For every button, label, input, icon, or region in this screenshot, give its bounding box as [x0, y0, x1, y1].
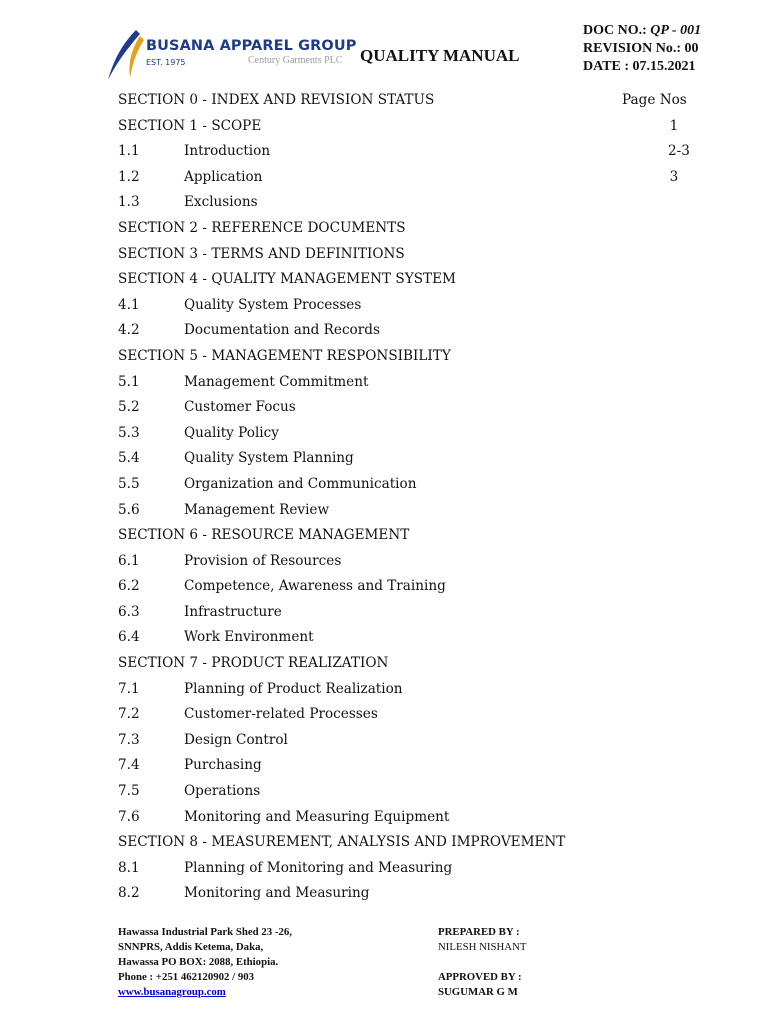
toc-item-number: 8.1 — [118, 859, 140, 876]
toc-section-label: SECTION 8 - MEASUREMENT, ANALYSIS AND IMPROVEMENT — [118, 834, 566, 851]
toc-item-number: 1.3 — [118, 194, 140, 211]
toc-item-number: 7.1 — [118, 680, 140, 697]
toc-item-row — [118, 805, 718, 831]
toc-item-number: 6.4 — [118, 629, 140, 646]
toc-item-title: Quality System Planning — [184, 450, 354, 467]
address-line: SNNPRS, Addis Ketema, Daka, — [118, 941, 264, 953]
toc-item-title: Introduction — [184, 143, 271, 160]
company-address — [118, 925, 292, 1000]
toc-section-row — [118, 242, 718, 268]
toc-page-number: 1 — [669, 117, 679, 134]
toc-item-row — [118, 753, 718, 779]
toc-item-row — [118, 446, 718, 472]
toc-item-title: Monitoring and Measuring Equipment — [184, 808, 450, 825]
toc-item-title: Monitoring and Measuring — [184, 885, 370, 902]
prepared-by-name: NILESH NISHANT — [438, 941, 527, 953]
toc-section-label: SECTION 1 - SCOPE — [118, 117, 262, 134]
toc-item-row — [118, 728, 718, 754]
toc-item-title: Infrastructure — [184, 603, 282, 620]
table-of-contents — [118, 88, 718, 907]
toc-item-title: Quality Policy — [184, 424, 279, 441]
toc-item-number: 5.5 — [118, 475, 140, 492]
toc-item-number: 5.1 — [118, 373, 140, 390]
toc-section-label: SECTION 7 - PRODUCT REALIZATION — [118, 655, 389, 672]
toc-item-title: Provision of Resources — [184, 552, 342, 569]
toc-section-label: SECTION 6 - RESOURCE MANAGEMENT — [118, 527, 410, 544]
toc-item-title: Competence, Awareness and Training — [184, 578, 446, 595]
toc-item-title: Customer Focus — [184, 399, 296, 416]
toc-section-label: SECTION 2 - REFERENCE DOCUMENTS — [118, 219, 406, 236]
toc-page-number: 2-3 — [668, 143, 690, 160]
toc-item-row — [118, 190, 718, 216]
toc-section-row — [118, 344, 718, 370]
toc-item-number: 7.2 — [118, 706, 140, 723]
toc-item-title: Purchasing — [184, 757, 262, 774]
approval-block — [438, 925, 526, 1000]
toc-item-row — [118, 421, 718, 447]
logo-established: EST. 1975 — [146, 58, 186, 67]
toc-item-row — [118, 498, 718, 524]
toc-section-row — [118, 216, 718, 242]
toc-item-number: 7.6 — [118, 808, 140, 825]
document-date: DATE : 07.15.2021 — [583, 59, 696, 74]
toc-item-row — [118, 881, 718, 907]
address-line: Hawassa Industrial Park Shed 23 -26, — [118, 926, 292, 938]
toc-item-row — [118, 779, 718, 805]
toc-item-row — [118, 600, 718, 626]
toc-rows — [118, 114, 718, 907]
toc-section-row — [118, 114, 718, 140]
doc-number-label: DOC NO.: — [583, 23, 647, 38]
revision-number: REVISION No.: 00 — [583, 41, 699, 56]
page-numbers-header: Page Nos — [622, 92, 687, 108]
toc-item-number: 6.2 — [118, 578, 140, 595]
toc-item-number: 4.1 — [118, 296, 140, 313]
address-line: Hawassa PO BOX: 2088, Ethiopia. — [118, 956, 279, 968]
website-link[interactable]: www.busanagroup.com — [118, 986, 226, 998]
toc-item-title: Application — [184, 168, 263, 185]
toc-item-row — [118, 293, 718, 319]
toc-item-number: 6.3 — [118, 603, 140, 620]
toc-item-title: Work Environment — [184, 629, 314, 646]
toc-item-title: Planning of Monitoring and Measuring — [184, 859, 453, 876]
toc-item-row — [118, 677, 718, 703]
toc-item-title: Customer-related Processes — [184, 706, 378, 723]
toc-item-row — [118, 549, 718, 575]
toc-item-title: Exclusions — [184, 194, 258, 211]
toc-item-row — [118, 318, 718, 344]
toc-item-number: 7.4 — [118, 757, 140, 774]
document-meta — [583, 22, 701, 76]
toc-item-row — [118, 702, 718, 728]
toc-section-row — [118, 523, 718, 549]
toc-item-title: Design Control — [184, 731, 288, 748]
approved-by-name: SUGUMAR G M — [438, 986, 518, 998]
toc-item-number: 5.2 — [118, 399, 140, 416]
toc-item-number: 5.4 — [118, 450, 140, 467]
toc-item-title: Operations — [184, 783, 261, 800]
toc-item-row — [118, 472, 718, 498]
toc-section-label: SECTION 3 - TERMS AND DEFINITIONS — [118, 245, 405, 262]
approved-by-label: APPROVED BY : — [438, 971, 522, 983]
phone-number: Phone : +251 462120902 / 903 — [118, 971, 255, 983]
toc-section-label: SECTION 5 - MANAGEMENT RESPONSIBILITY — [118, 347, 451, 364]
toc-item-number: 8.2 — [118, 885, 140, 902]
logo-company-name: BUSANA APPAREL GROUP — [146, 38, 357, 54]
toc-item-row — [118, 370, 718, 396]
toc-item-row — [118, 395, 718, 421]
toc-item-number: 5.6 — [118, 501, 140, 518]
toc-section-row — [118, 267, 718, 293]
toc-page-number: 3 — [669, 168, 679, 185]
document-title: QUALITY MANUAL — [360, 46, 520, 65]
toc-item-title: Organization and Communication — [184, 475, 417, 492]
index-section-label: SECTION 0 - INDEX AND REVISION STATUS — [118, 92, 435, 108]
logo-subtitle: Century Garments PLC — [248, 55, 343, 66]
toc-item-title: Documentation and Records — [184, 322, 380, 339]
toc-section-row — [118, 651, 718, 677]
toc-header-row — [118, 88, 718, 114]
toc-section-row — [118, 830, 718, 856]
toc-item-title: Quality System Processes — [184, 296, 362, 313]
toc-item-row — [118, 165, 718, 191]
toc-item-title: Planning of Product Realization — [184, 680, 403, 697]
swoosh-logo-icon — [106, 28, 146, 82]
doc-number-line — [583, 22, 701, 40]
toc-item-number: 1.2 — [118, 168, 140, 185]
company-logo — [106, 28, 356, 82]
toc-item-number: 7.5 — [118, 783, 140, 800]
prepared-by-label: PREPARED BY : — [438, 926, 520, 938]
toc-item-row — [118, 856, 718, 882]
toc-item-title: Management Review — [184, 501, 330, 518]
toc-item-number: 1.1 — [118, 143, 140, 160]
doc-number-value: QP - 001 — [650, 23, 702, 38]
toc-item-number: 4.2 — [118, 322, 140, 339]
toc-item-row — [118, 139, 718, 165]
toc-item-number: 6.1 — [118, 552, 140, 569]
toc-item-number: 5.3 — [118, 424, 140, 441]
toc-section-label: SECTION 4 - QUALITY MANAGEMENT SYSTEM — [118, 271, 456, 288]
toc-item-number: 7.3 — [118, 731, 140, 748]
toc-item-row — [118, 625, 718, 651]
toc-item-row — [118, 574, 718, 600]
toc-item-title: Management Commitment — [184, 373, 369, 390]
